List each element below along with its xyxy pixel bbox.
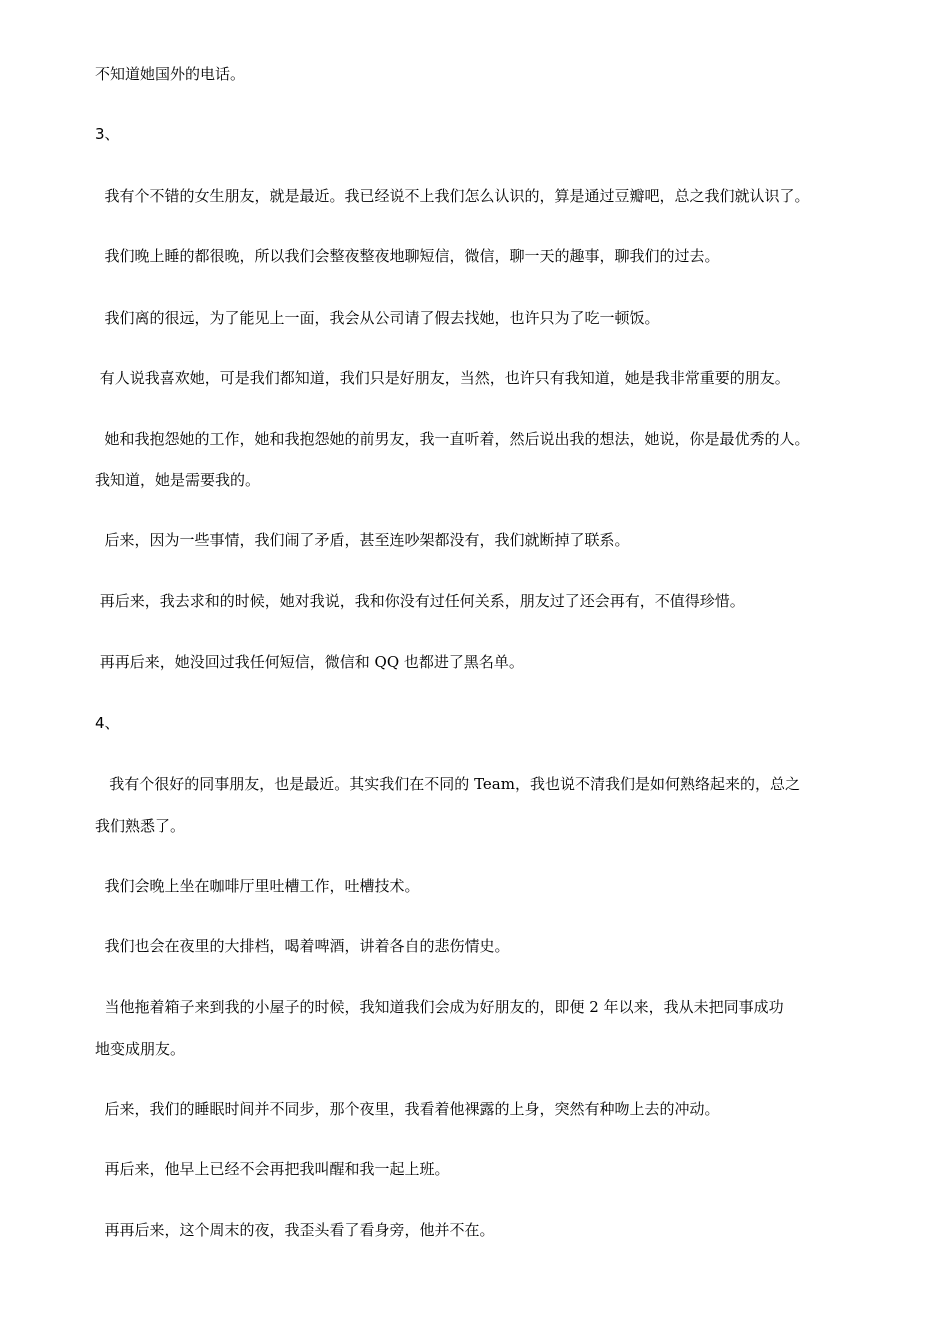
- paragraph-line: 我们熟悉了。: [95, 817, 186, 835]
- section-number: 4、: [95, 714, 120, 732]
- paragraph-line: 她和我抱怨她的工作，她和我抱怨她的前男友，我一直听着，然后说出我的想法，她说，你是最优秀的人。: [95, 430, 810, 448]
- paragraph-line: 我有个不错的女生朋友，就是最近。我已经说不上我们怎么认识的，算是通过豆瓣吧，总之我们就认识了。: [95, 187, 810, 205]
- paragraph-line: 不知道她国外的电话。: [95, 65, 246, 83]
- section-number: 3、: [95, 125, 120, 143]
- paragraph-line: 地变成朋友。: [95, 1040, 186, 1058]
- paragraph-line: 我有个很好的同事朋友，也是最近。其实我们在不同的 Team，我也说不清我们是如何熟络起来的，总之: [95, 775, 800, 793]
- paragraph-line: 后来，我们的睡眠时间并不同步，那个夜里，我看着他裸露的上身，突然有种吻上去的冲动。: [95, 1100, 720, 1118]
- paragraph-line: 后来，因为一些事情，我们闹了矛盾，甚至连吵架都没有，我们就断掉了联系。: [95, 531, 630, 549]
- paragraph-line: 当他拖着箱子来到我的小屋子的时候，我知道我们会成为好朋友的，即便 2 年以来，我从未把同事成功: [95, 998, 784, 1016]
- paragraph-line: 再后来，他早上已经不会再把我叫醒和我一起上班。: [95, 1160, 450, 1178]
- paragraph-line: 我知道，她是需要我的。: [95, 471, 261, 489]
- paragraph-line: 我们会晚上坐在咖啡厅里吐槽工作，吐槽技术。: [95, 877, 420, 895]
- paragraph-line: 再后来，我去求和的时候，她对我说，我和你没有过任何关系，朋友过了还会再有，不值得珍惜。: [95, 592, 745, 610]
- paragraph-line: 我们晚上睡的都很晚，所以我们会整夜整夜地聊短信，微信，聊一天的趣事，聊我们的过去。: [95, 247, 720, 265]
- paragraph-line: 再再后来，她没回过我任何短信，微信和 QQ 也都进了黑名单。: [95, 653, 524, 671]
- paragraph-line: 我们也会在夜里的大排档，喝着啤酒，讲着各自的悲伤情史。: [95, 937, 510, 955]
- paragraph-line: 有人说我喜欢她，可是我们都知道，我们只是好朋友，当然，也许只有我知道，她是我非常重要的朋友。: [95, 369, 790, 387]
- paragraph-line: 我们离的很远，为了能见上一面，我会从公司请了假去找她，也许只为了吃一顿饭。: [95, 309, 660, 327]
- paragraph-line: 再再后来，这个周末的夜，我歪头看了看身旁，他并不在。: [95, 1221, 495, 1239]
